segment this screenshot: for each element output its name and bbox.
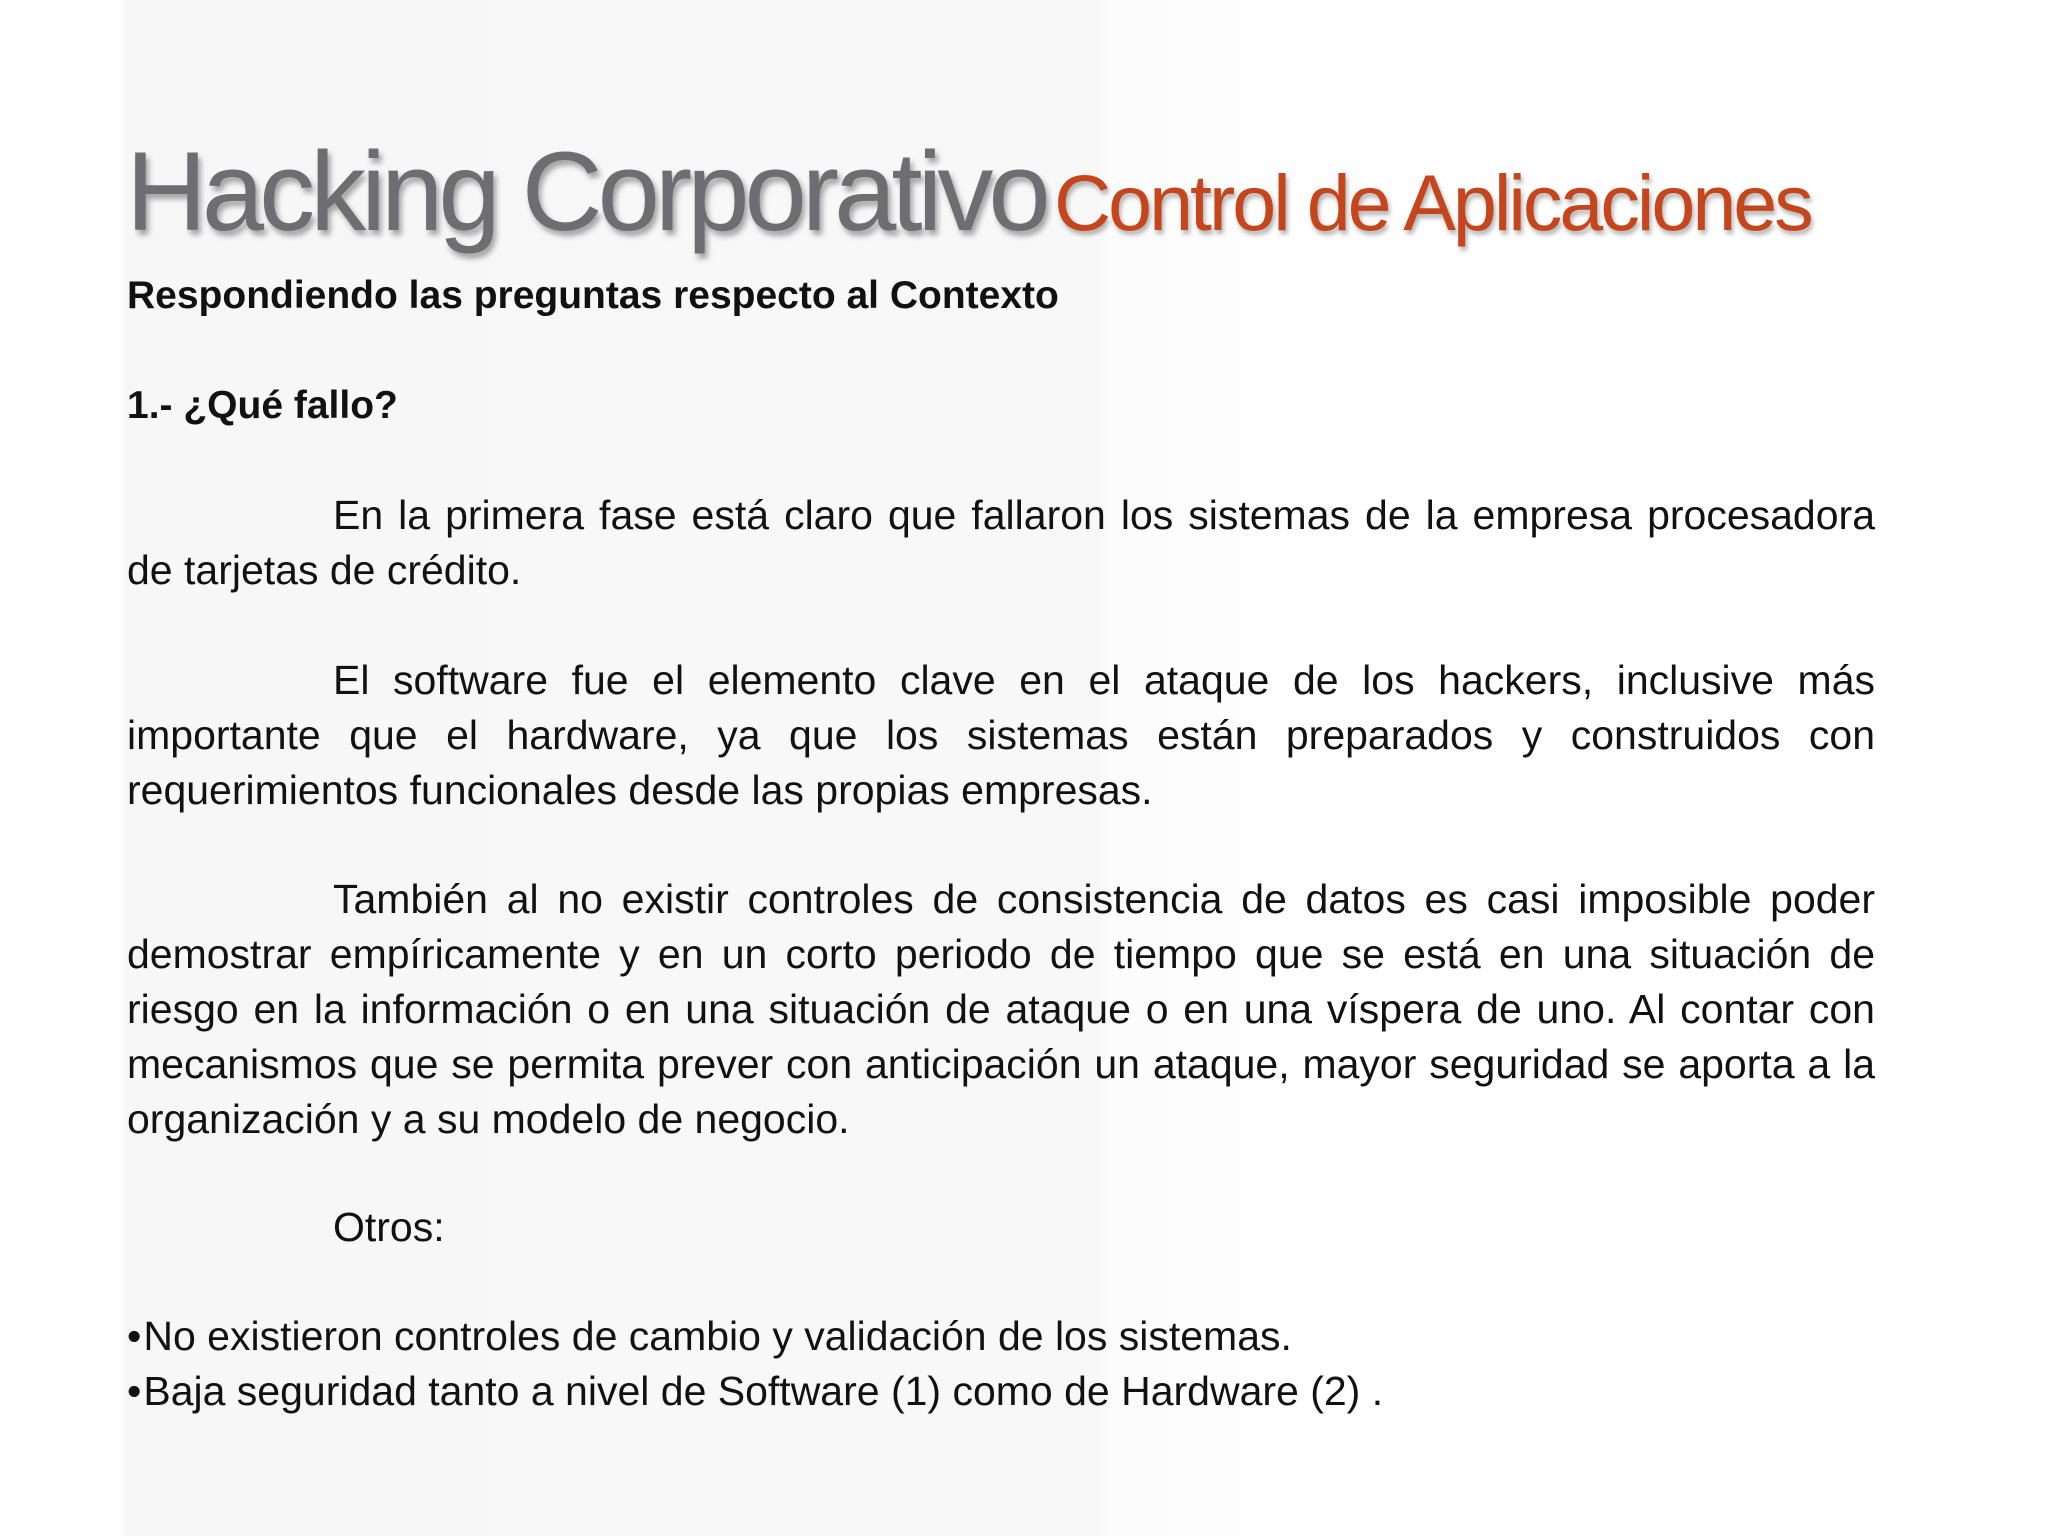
section-subtitle: Respondiendo las preguntas respecto al Contexto (127, 274, 1059, 317)
question-heading: 1.- ¿Qué fallo? (127, 384, 398, 427)
paragraph-3: También al no existir controles de consistencia de datos es casi imposible poder demostrar empíricamente y en un corto periodo de tiempo que se está en una situación de riesgo en la información o en una situación de ataque o en una víspera de uno. Al contar con mecanismos que se permita prever con anticipación un ataque, mayor seguridad se aporta a la organización y a su modelo de negocio. (127, 876, 1875, 1142)
bullet-text: No existieron controles de cambio y validación de los sistemas. (143, 1313, 1292, 1359)
title-sub: Control de Aplicaciones (1054, 158, 1811, 247)
title-main: Hacking Corporativo (126, 129, 1046, 254)
bullet-icon: • (127, 1313, 142, 1359)
slide-title (126, 129, 1811, 254)
bullet-list (127, 1309, 1383, 1419)
paragraph-2: El software fue el elemento clave en el ataque de los hackers, inclusive más importante que el hardware, ya que los sistemas están preparados y construidos con requerimientos funcionales desde las propias empresas. (127, 657, 1875, 813)
paragraph-1: En la primera fase está claro que fallaron los sistemas de la empresa procesadora de tarjetas de crédito. (127, 492, 1875, 593)
paragraph-otros: Otros: (333, 1204, 445, 1250)
bullet-text: Baja seguridad tanto a nivel de Software (1) como de Hardware (2) . (143, 1368, 1384, 1414)
list-item (127, 1309, 1383, 1364)
list-item (127, 1364, 1383, 1419)
bullet-icon: • (127, 1368, 142, 1414)
